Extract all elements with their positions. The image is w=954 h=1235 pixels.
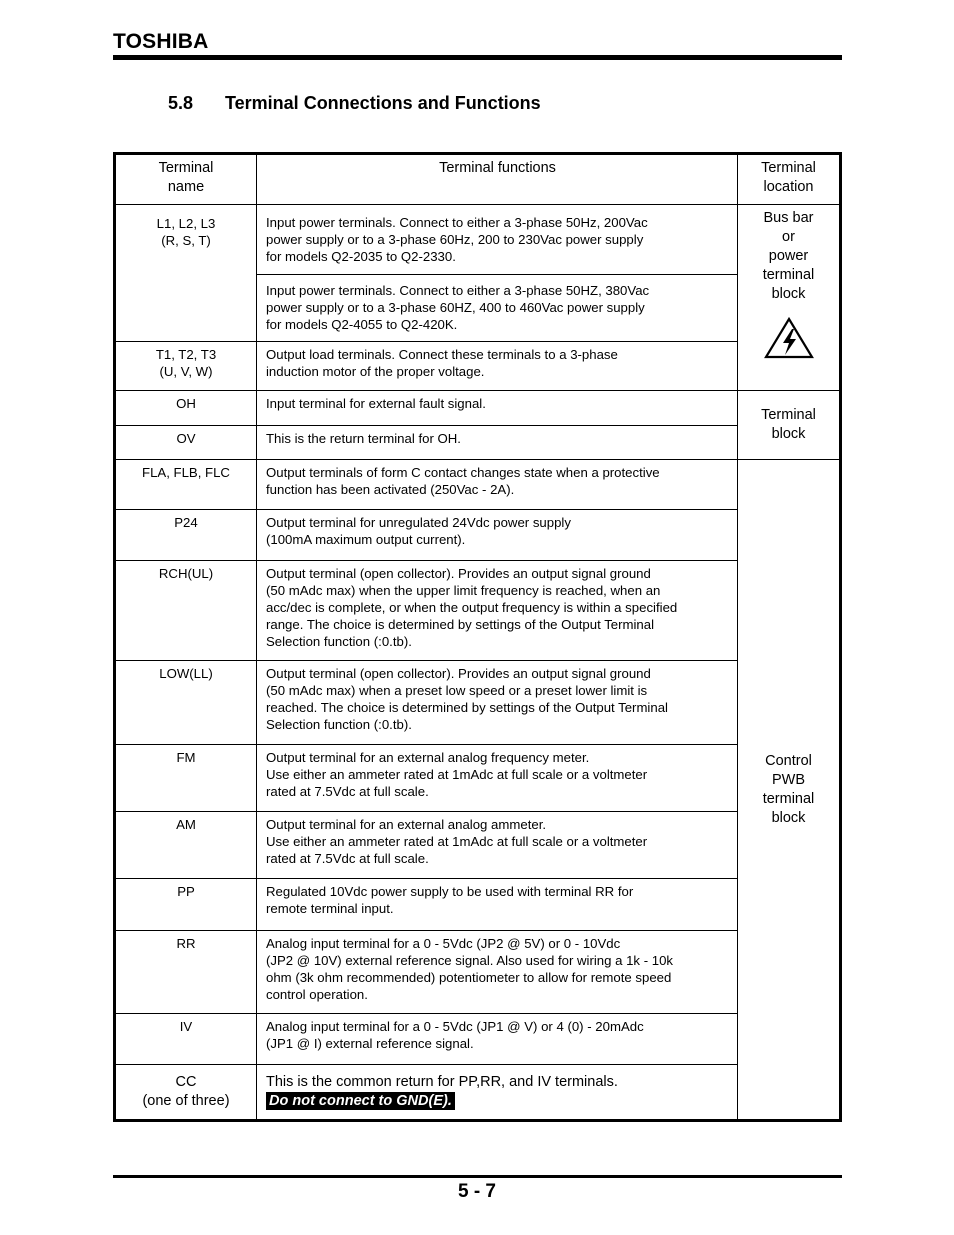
table-row xyxy=(115,661,841,745)
table-row xyxy=(115,931,841,1014)
warning-label: Do not connect to GND(E). xyxy=(266,1092,455,1110)
terminal-function: Analog input terminal for a 0 - 5Vdc (JP1 @ V) or 4 (0) - 20mAdc (JP1 @ I) external reference signal. xyxy=(257,1014,738,1065)
table-row xyxy=(115,391,841,426)
terminal-name: IV xyxy=(115,1014,257,1065)
terminal-function: This is the return terminal for OH. xyxy=(257,426,738,460)
terminal-function: Analog input terminal for a 0 - 5Vdc (JP2 @ 5V) or 0 - 10Vdc (JP2 @ 10V) external reference signal. Also used for wiring a 1k - 10k ohm (3k ohm recommended) potentiometer to allow for remote speed control operation. xyxy=(257,931,738,1014)
table-row xyxy=(115,879,841,931)
terminal-function: This is the common return for PP,RR, and IV terminals. Do not connect to GND(E). xyxy=(257,1065,738,1121)
terminal-name: LOW(LL) xyxy=(115,661,257,745)
terminal-name: OV xyxy=(115,426,257,460)
section-title: Terminal Connections and Functions xyxy=(225,93,541,113)
terminal-name: RCH(UL) xyxy=(115,561,257,661)
terminal-name: RR xyxy=(115,931,257,1014)
high-voltage-warning-icon xyxy=(763,316,815,360)
header-rule xyxy=(113,55,842,60)
terminal-function: Output load terminals. Connect these terminals to a 3-phase induction motor of the proper voltage. xyxy=(257,342,738,391)
terminal-function: Output terminal for unregulated 24Vdc power supply (100mA maximum output current). xyxy=(257,510,738,561)
footer-rule xyxy=(113,1175,842,1178)
table-row xyxy=(115,342,841,391)
table-row xyxy=(115,812,841,879)
table-row xyxy=(115,426,841,460)
terminal-function: Regulated 10Vdc power supply to be used with terminal RR for remote terminal input. xyxy=(257,879,738,931)
terminal-name: P24 xyxy=(115,510,257,561)
terminal-function: Input power terminals. Connect to either a 3-phase 50HZ, 380Vac power supply or to a 3-phase 60HZ, 400 to 460Vac power supply for models Q2-4055 to Q2-420K. xyxy=(257,275,738,342)
table-row xyxy=(115,205,841,275)
table-row xyxy=(115,510,841,561)
terminal-name: CC (one of three) xyxy=(115,1065,257,1121)
terminal-function: Output terminal (open collector). Provides an output signal ground (50 mAdc max) when a preset low speed or a preset lower limit is reached. The choice is determined by settings of the Output Terminal Selection function (:0.tb). xyxy=(257,661,738,745)
table-header-row xyxy=(115,154,841,205)
header-terminal-location: Terminal location xyxy=(738,154,841,205)
location-control-pwb: Control PWB terminal block xyxy=(738,460,841,1121)
terminal-name: FM xyxy=(115,745,257,812)
terminal-function: Output terminals of form C contact changes state when a protective function has been activated (250Vac - 2A). xyxy=(257,460,738,510)
page-number: 5 - 7 xyxy=(457,1181,497,1202)
terminal-name: L1, L2, L3 (R, S, T) xyxy=(115,205,257,342)
brand-logo: TOSHIBA xyxy=(113,30,209,53)
terminal-function: Input power terminals. Connect to either a 3-phase 50Hz, 200Vac power supply or to a 3-phase 60Hz, 200 to 230Vac power supply for models Q2-2035 to Q2-2330. xyxy=(257,205,738,275)
table-row xyxy=(115,561,841,661)
table-row xyxy=(115,1065,841,1121)
header-terminal-functions: Terminal functions xyxy=(257,154,738,205)
terminal-name: OH xyxy=(115,391,257,426)
table-row xyxy=(115,1014,841,1065)
terminal-name: AM xyxy=(115,812,257,879)
table-row xyxy=(115,745,841,812)
terminal-table xyxy=(113,152,842,1122)
location-terminal-block: Terminal block xyxy=(738,391,841,460)
terminal-name: PP xyxy=(115,879,257,931)
location-power: Bus bar or power terminal block xyxy=(738,205,841,391)
header-terminal-name: Terminal name xyxy=(115,154,257,205)
terminal-name: FLA, FLB, FLC xyxy=(115,460,257,510)
terminal-name: T1, T2, T3 (U, V, W) xyxy=(115,342,257,391)
terminal-function: Output terminal for an external analog ammeter. Use either an ammeter rated at 1mAdc at full scale or a voltmeter rated at 7.5Vdc at full scale. xyxy=(257,812,738,879)
terminal-function: Output terminal for an external analog frequency meter. Use either an ammeter rated at 1mAdc at full scale or a voltmeter rated at 7.5Vdc at full scale. xyxy=(257,745,738,812)
table-row xyxy=(115,460,841,510)
terminal-function: Output terminal (open collector). Provides an output signal ground (50 mAdc max) when the upper limit frequency is reached, when an acc/dec is complete, or when the output frequency is within a specified range. The choice is determined by settings of the Output Terminal Selection function (:0.tb). xyxy=(257,561,738,661)
terminal-function: Input terminal for external fault signal. xyxy=(257,391,738,426)
section-number: 5.8 xyxy=(168,93,194,113)
